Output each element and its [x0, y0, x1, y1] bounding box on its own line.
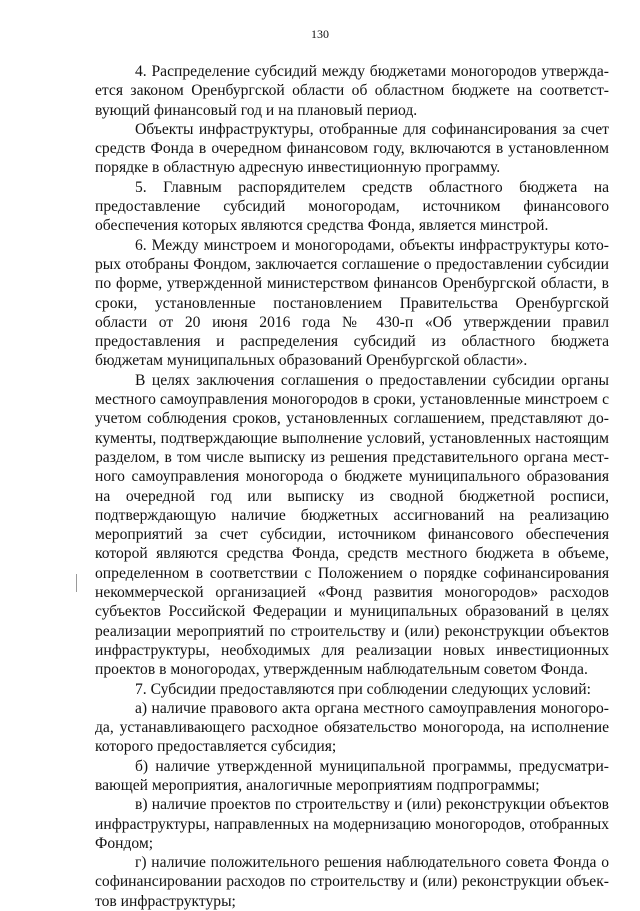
paragraph-infrastructure-objects: Объекты инфраструктуры, отобранные для софинансирования за счет средств Фонда в очередном финансовом году, включаются в установленном порядке в областную адресную инвестиционную программу.: [95, 120, 609, 177]
paragraph-agreement-documents: В целях заключения соглашения о предоставлении субсидии органы местного самоуправления моногородов в сроки, установленные минстроем с учетом соблюдения сроков, установленных соглашением, представляют документы, подтверждающие выполнение условий, установленных настоящим разделом, в том числе выписку из решения представительного органа местного самоуправления моногорода о бюджете муниципального образования на очередной год или выписку из сводной бюджетной росписи, подтверждающую наличие бюджетных ассигнований на реализацию мероприятий за счет субсидии, источником финансового обеспечения которой являются средства Фонда, средств местного бюджета в объеме, определенном в соответствии с Положением о порядке софинансирования некоммерческой организацией «Фонд развития моногородов» расходов субъектов Российской Федерации и муниципальных образований в целях реализации мероприятий по строительству и (или) реконструкции объектов инфраструктуры, необходимых для реализации новых инвестиционных проектов в моногородах, утвержденным наблюдательным советом Фонда.: [95, 371, 609, 679]
paragraph-4-subsidy-distribution: 4. Распределение субсидий между бюджетами моногородов утверждается законом Оренбургской области об областном бюджете на соответствующий финансовый год и на плановый период.: [95, 63, 609, 119]
page-number: 130: [311, 27, 329, 41]
paragraph-6-agreement: 6. Между минстроем и моногородами, объекты инфраструктуры которых отобраны Фондом, заключается соглашение о предоставлении субсидии по форме, утвержденной министерством финансов Оренбургской области, в сроки, установленные постановлением Правительства Оренбургской области от 20 июня 2016 года № 430-п «Об утверждении правил предоставления и распределения субсидий из областного бюджета бюджетам муниципальных образований Оренбургской области».: [95, 236, 609, 370]
paragraph-5-main-manager: 5. Главным распорядителем средств областного бюджета на предоставление субсидий моногородам, источником финансового обеспечения которых являются средства Фонда, является минстрой.: [95, 178, 609, 235]
condition-v: в) наличие проектов по строительству и (или) реконструкции объектов инфраструктуры, направленных на модернизацию моногородов, отобранных Фондом;: [95, 796, 609, 852]
condition-g: г) наличие положительного решения наблюдательного совета Фонда о софинансировании расходов по строительству и (или) реконструкции объектов инфраструктуры;: [95, 854, 609, 910]
condition-b: б) наличие утвержденной муниципальной программы, предусматривающей мероприятия, аналогичные мероприятиям подпрограммы;: [95, 757, 609, 794]
scan-margin-mark: [76, 574, 77, 592]
condition-a: а) наличие правового акта органа местного самоуправления моногорода, устанавливающего расходное обязательство моногорода, на исполнение которого предоставляется субсидия;: [95, 699, 609, 756]
paragraph-7-conditions: 7. Субсидии предоставляются при соблюдении следующих условий:: [135, 680, 591, 698]
document-body: [95, 62, 609, 911]
